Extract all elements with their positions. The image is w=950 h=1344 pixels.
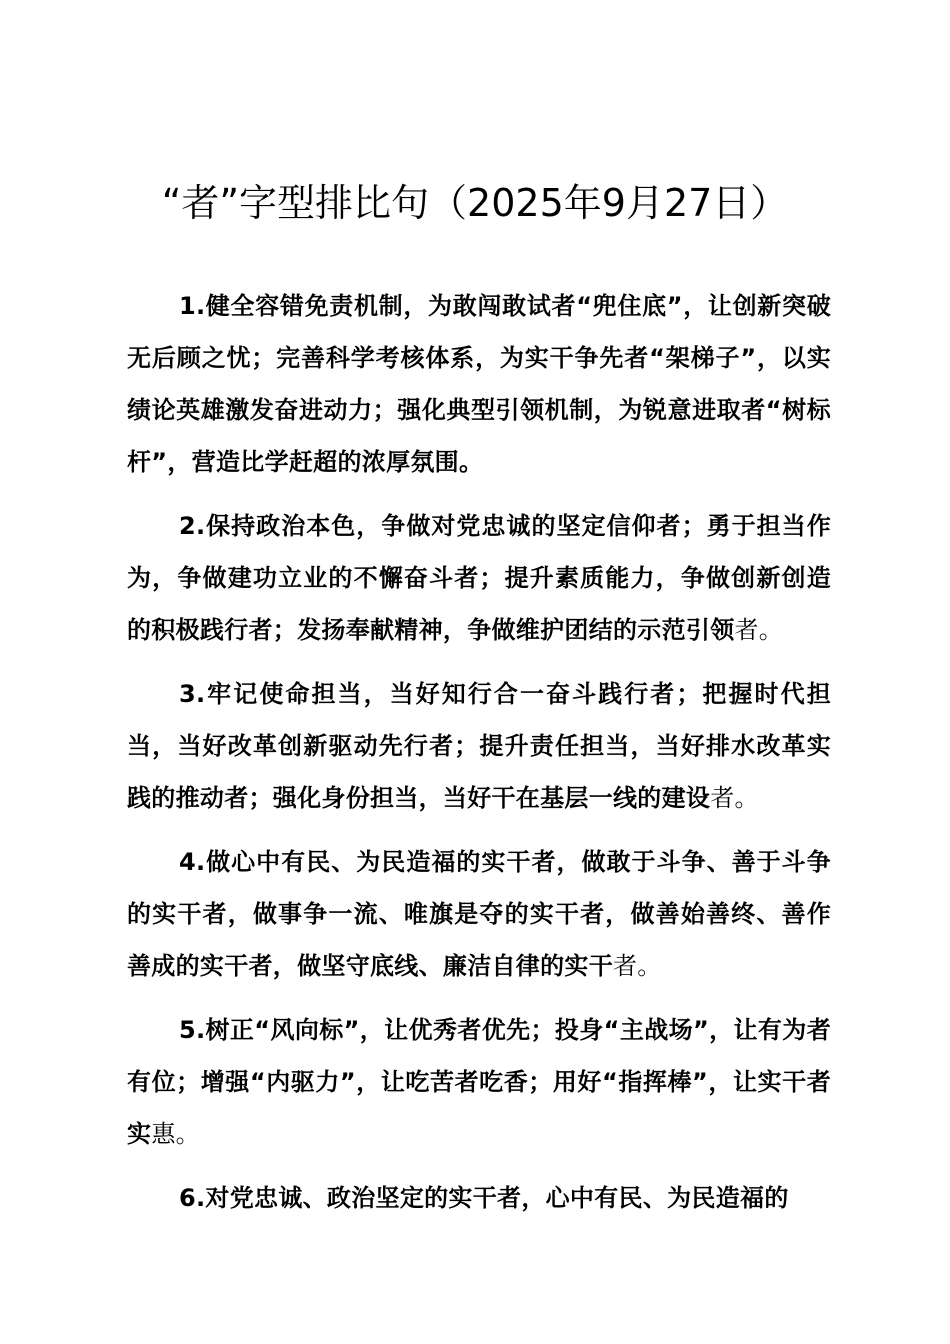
paragraph-text: 4.做心中有民、为民造福的实干者，做敢于斗争、善于斗争的实干者，做事争一流、唯旗是夺的实干者，做善始善终、善作善成的实干者，做坚守底线、廉洁自律的实干 xyxy=(127,848,831,980)
paragraph-1 xyxy=(127,280,831,488)
paragraph-tail: 者。 xyxy=(710,784,759,812)
paragraph-text: 2.保持政治本色，争做对党忠诚的坚定信仰者；勇于担当作为，争做建功立业的不懈奋斗者；提升素质能力，争做创新创造的积极践行者；发扬奉献精神，争做维护团结的示范引领 xyxy=(127,512,831,644)
paragraph-tail: 者。 xyxy=(613,952,662,980)
paragraph-tail: 者。 xyxy=(734,616,784,644)
paragraph-text: 1.健全容错免责机制，为敢闯敢试者“兜住底”，让创新突破无后顾之忧；完善科学考核体系，为实干争先者“架梯子”，以实绩论英雄激发奋进动力；强化典型引领机制，为锐意进取者“树标杆”，营造比学赶超的浓厚氛围。 xyxy=(127,292,831,476)
paragraph-3 xyxy=(127,668,831,824)
paragraph-text: 6.对党忠诚、政治坚定的实干者，心中有民、为民造福的 xyxy=(179,1184,789,1212)
paragraph-5 xyxy=(127,1004,831,1160)
paragraph-6 xyxy=(127,1172,831,1224)
paragraph-2 xyxy=(127,500,831,656)
document-title: “者”字型排比句（2025年9月27日） xyxy=(161,181,789,225)
document-body xyxy=(127,280,831,1236)
paragraph-tail: 惠。 xyxy=(151,1120,200,1148)
paragraph-4 xyxy=(127,836,831,992)
paragraph-text: 3.牢记使命担当，当好知行合一奋斗践行者；把握时代担当，当好改革创新驱动先行者；提升责任担当，当好排水改革实践的推动者；强化身份担当，当好干在基层一线的建设 xyxy=(127,680,831,812)
paragraph-text: 5.树正“风向标”，让优秀者优先；投身“主战场”，让有为者有位；增强“内驱力”，让吃苦者吃香；用好“指挥棒”，让实干者实 xyxy=(127,1016,831,1148)
